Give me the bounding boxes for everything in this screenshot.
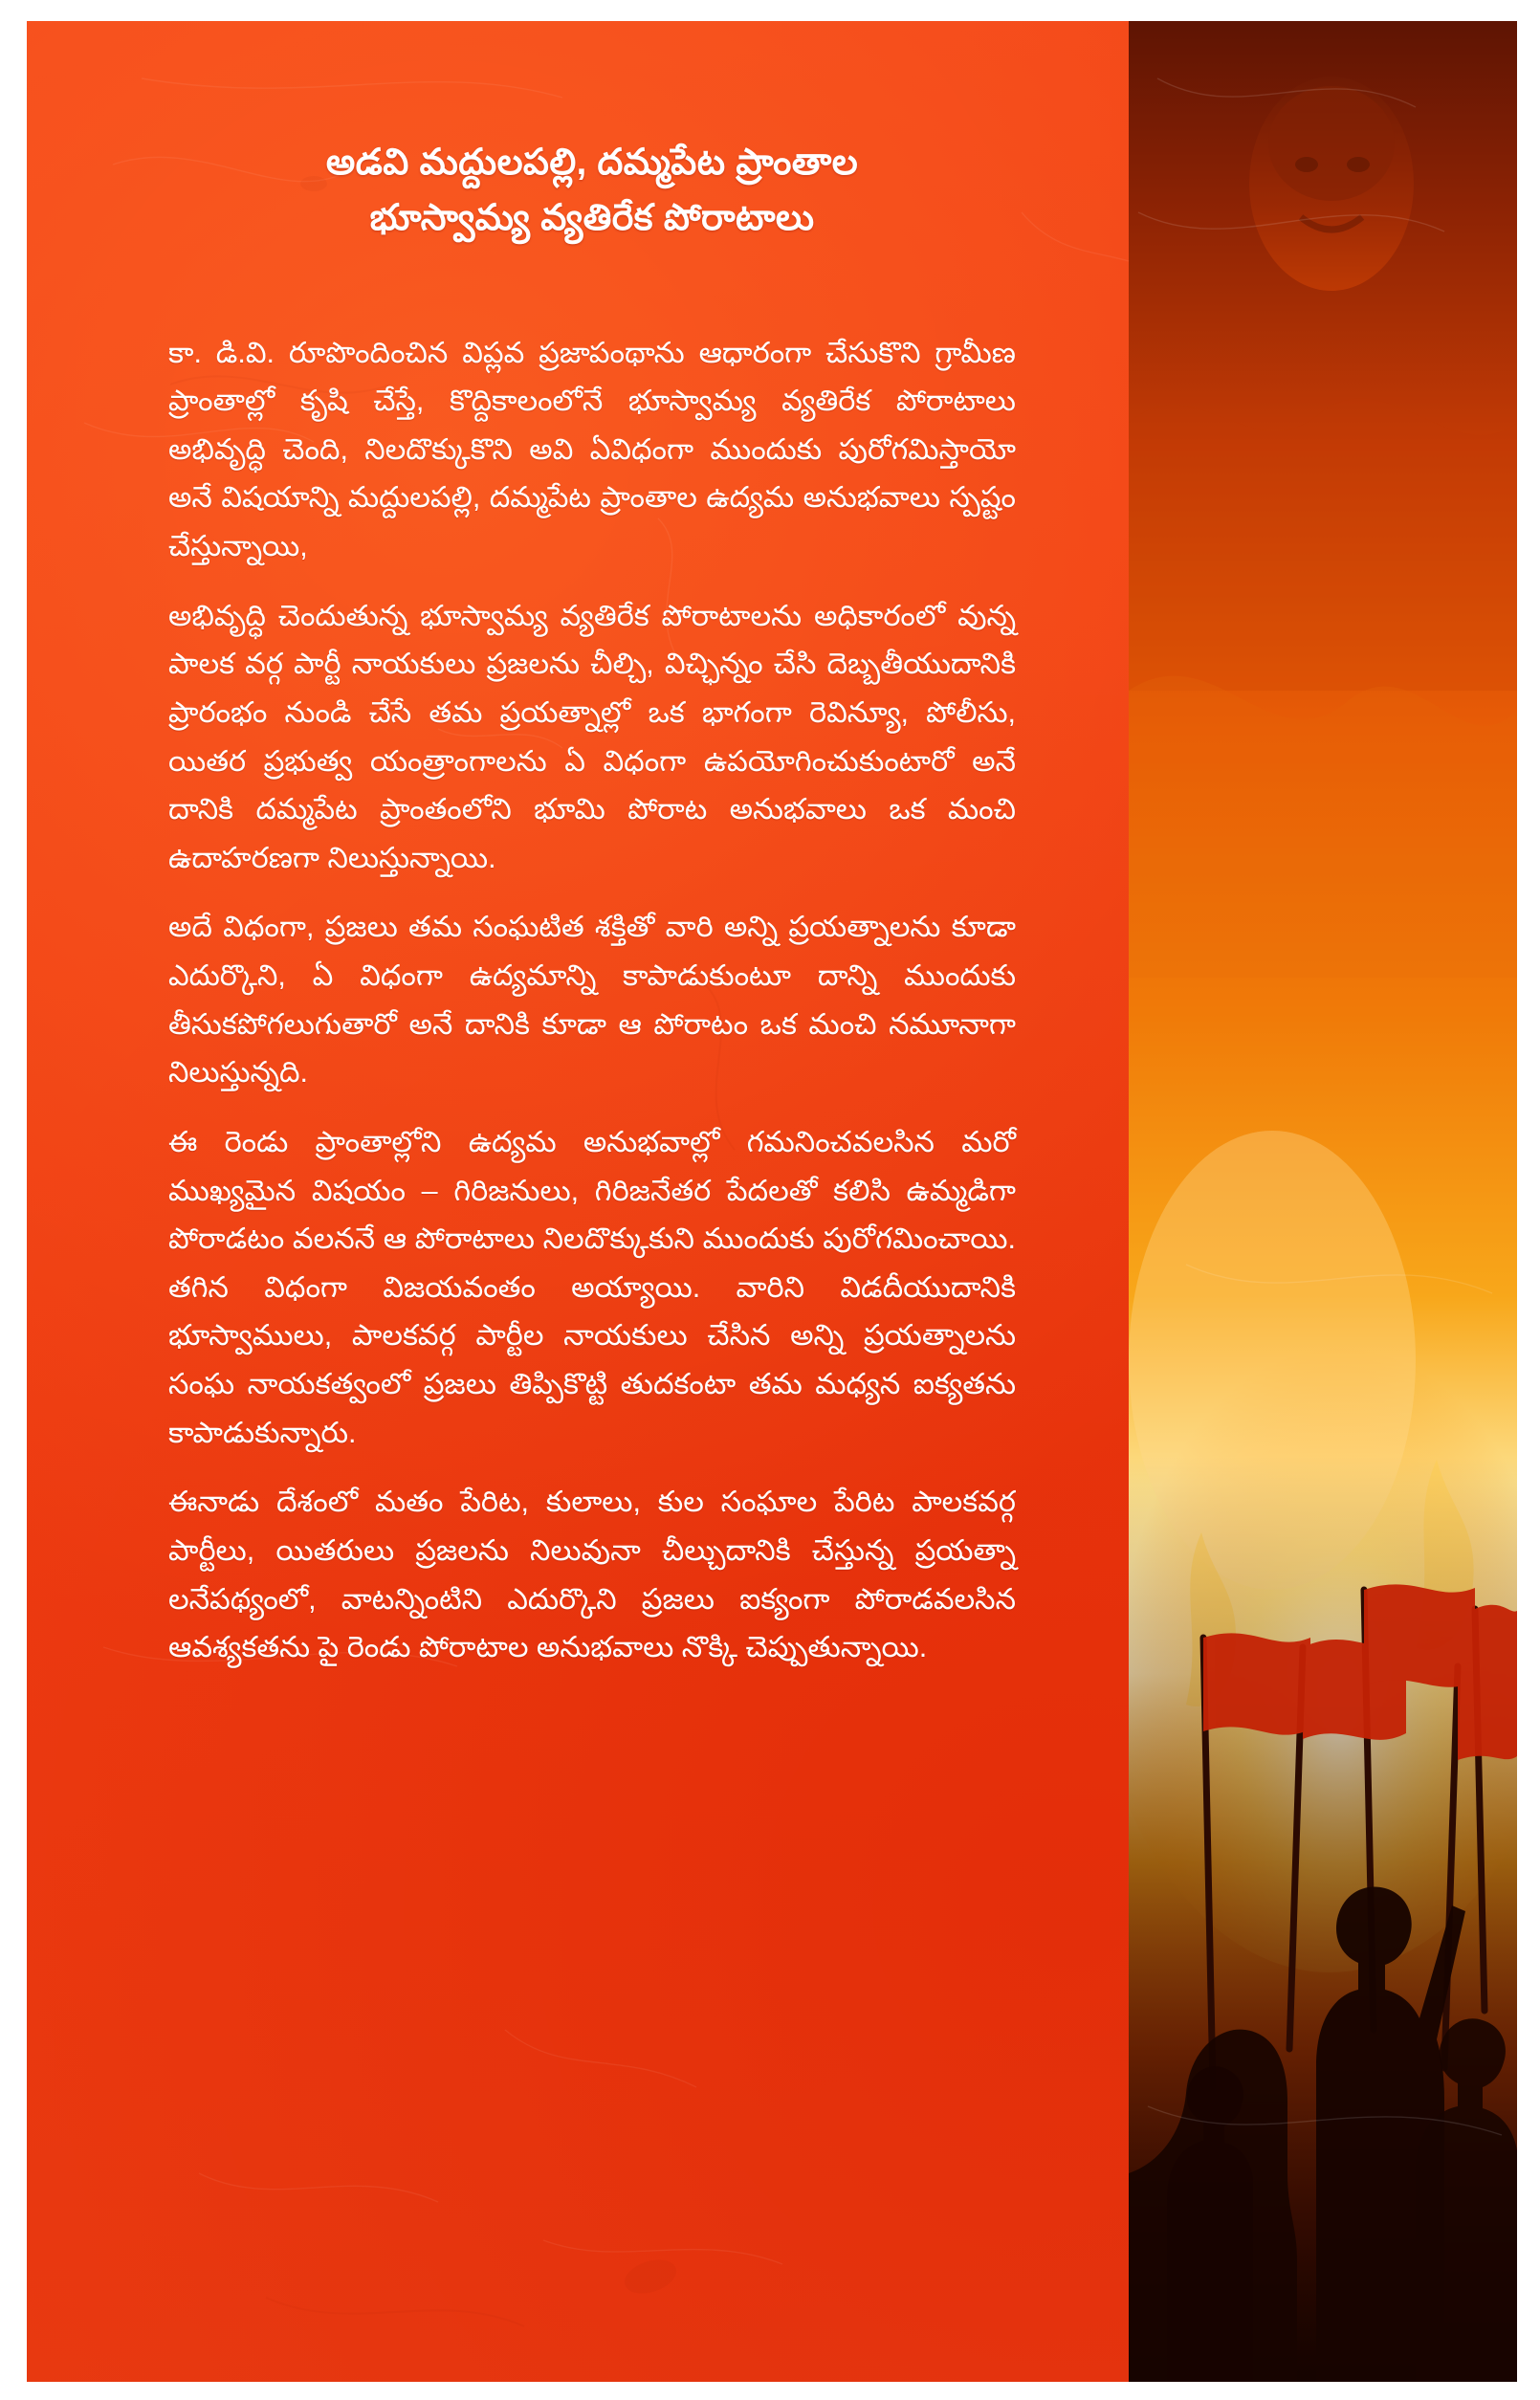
body-paragraph: అదే విధంగా, ప్రజలు తమ సంఘటిత శక్తితో వారి అన్ని ప్రయత్నాలను కూడా ఎదుర్కొని, ఏ విధంగా ఉద్యమాన్ని కాపాడుకుంటూ దాన్ని ముందుకు తీసుకపోగలుగుతారో అనే దానికి కూడా ఆ పోరాటం ఒక మంచి నమూనాగా నిలుస్తున్నది. (168, 911, 1016, 1090)
body-paragraph: ఈ రెండు ప్రాంతాల్లోని ఉద్యమ అనుభవాల్లో గమనించవలసిన మరో ముఖ్యమైన విషయం – గిరిజనులు, గిరిజనేతర పేదలతో కలిసి ఉమ్మడిగా పోరాడటం వలననే ఆ పోరాటాలు నిలదొక్కుకుని ముందుకు పురోగమించాయి. తగిన విధంగా విజయవంతం అయ్యాయి. వారిని విడదీయుదానికి భూస్వాములు, పాలకవర్గ పార్టీల నాయకులు చేసిన అన్ని ప్రయత్నాలను సంఘ నాయకత్వంలో ప్రజలు తిప్పికొట్టి తుదకంటా తమ మధ్యన ఐక్యతను కాపాడుకున్నారు. (168, 1125, 1016, 1449)
body-paragraph: ఈనాడు దేశంలో మతం పేరిట, కులాలు, కుల సంఘాల పేరిట పాలకవర్గ పార్టీలు, యితరులు ప్రజలను నిలువునా చీల్చుదానికి చేస్తున్న ప్రయత్నా లనేపథ్యంలో, వాటన్నింటిని ఎదుర్కొని ప్రజలు ఐక్యంగా పోరాడవలసిన ఆవశ్యకతను పై రెండు పోరాటాల అనుభవాలు నొక్కి చెప్పుతున్నాయి. (168, 1486, 1016, 1664)
back-cover-photo (1129, 21, 1517, 2382)
body-paragraph: అభివృద్ధి చెందుతున్న భూస్వామ్య వ్యతిరేక పోరాటాలను అధికారంలో వున్న పాలక వర్గ పార్టీ నాయకులు ప్రజలను చీల్చి, విచ్ఛిన్నం చేసి దెబ్బతీయుదానికి ప్రారంభం నుండి చేసే తమ ప్రయత్నాల్లో ఒక భాగంగా రెవిన్యూ, పోలీసు, యితర ప్రభుత్వ యంత్రాంగాలను ఏ విధంగా ఉపయోగించుకుంటారో అనే దానికి దమ్మపేట ప్రాంతంలోని భూమి పోరాట అనుభవాలు ఒక మంచి ఉదాహరణగా నిలుస్తున్నాయి. (168, 599, 1016, 874)
page-title-line-1: అడవి మద్దులపల్లి, దమ్మపేట ప్రాంతాల (325, 143, 859, 183)
page-title (168, 136, 1016, 247)
body-paragraph: కా. డి.వి. రూపొందించిన విప్లవ ప్రజాపంథాను ఆధారంగా చేసుకొని గ్రామీణ ప్రాంతాల్లో కృషి చేస్తే, కొద్దికాలంలోనే భూస్వామ్య వ్యతిరేక పోరాటాలు అభివృద్ధి చెంది, నిలదొక్కుకొని అవి ఏవిధంగా ముందుకు పురోగమిస్తాయో అనే విషయాన్ని మద్దులపల్లి, దమ్మపేట ప్రాంతాల ఉద్యమ అనుభవాలు స్పష్టం చేస్తున్నాయి, (168, 336, 1016, 562)
red-cover-panel (27, 21, 1517, 2382)
page-title-line-2: భూస్వామ్య వ్యతిరేక పోరాటాలు (369, 197, 815, 238)
cover-text-column (27, 21, 1129, 2382)
protest-march-illustration (1129, 21, 1517, 2382)
